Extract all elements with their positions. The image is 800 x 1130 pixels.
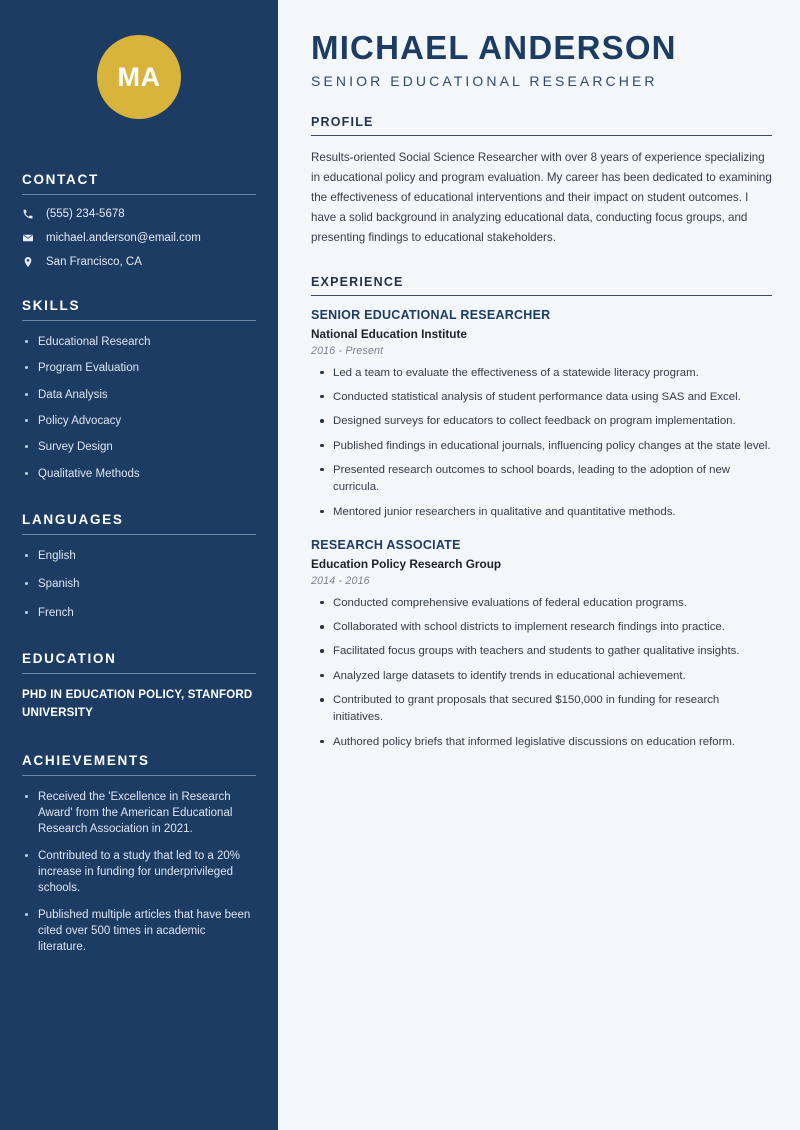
experience-bullet-list xyxy=(311,365,772,521)
contact-email-value: michael.anderson@email.com xyxy=(46,232,201,244)
list-item: Mentored junior researchers in qualitative and quantitative methods. xyxy=(311,504,772,521)
languages-list xyxy=(22,548,256,621)
list-item: English xyxy=(22,548,256,564)
experience-dates: 2014 - 2016 xyxy=(311,574,370,587)
map-pin-icon xyxy=(22,256,42,268)
avatar xyxy=(97,35,181,119)
list-item: Contributed to a study that led to a 20% increase in funding for underprivileged schools. xyxy=(22,848,256,897)
page-title: MICHAEL ANDERSON xyxy=(311,29,677,66)
achievements-section xyxy=(22,753,256,956)
list-item: Authored policy briefs that informed legislative discussions on education reform. xyxy=(311,734,772,751)
list-item: Designed surveys for educators to collect feedback on program implementation. xyxy=(311,413,772,430)
achievements-heading: ACHIEVEMENTS xyxy=(22,752,150,768)
profile-heading: PROFILE xyxy=(311,115,374,130)
list-item: Spanish xyxy=(22,576,256,592)
list-item: Survey Design xyxy=(22,439,256,455)
list-item: Data Analysis xyxy=(22,387,256,403)
contact-heading: CONTACT xyxy=(22,172,99,187)
education-divider xyxy=(22,673,256,674)
list-item: Policy Advocacy xyxy=(22,413,256,429)
profile-divider xyxy=(311,135,772,136)
skills-list xyxy=(22,334,256,482)
phone-icon xyxy=(22,208,42,220)
experience-title: RESEARCH ASSOCIATE xyxy=(311,537,461,552)
experience-entry xyxy=(311,308,772,521)
list-item: Conducted comprehensive evaluations of federal education programs. xyxy=(311,595,772,612)
experience-company: National Education Institute xyxy=(311,326,467,341)
list-item: French xyxy=(22,605,256,621)
profile-section xyxy=(311,115,772,248)
education-section xyxy=(22,651,256,723)
list-item: Received the 'Excellence in Research Award' from the American Educational Research Association in 2021. xyxy=(22,789,256,838)
list-item: Facilitated focus groups with teachers and students to gather qualitative insights. xyxy=(311,643,772,660)
sidebar xyxy=(0,0,278,1130)
contact-location-value: San Francisco, CA xyxy=(46,256,142,268)
main-content xyxy=(278,0,800,1130)
contact-section xyxy=(22,172,256,268)
skills-heading: SKILLS xyxy=(22,298,81,313)
avatar-initials: MA xyxy=(117,61,161,92)
education-heading: EDUCATION xyxy=(22,650,117,666)
list-item: Analyzed large datasets to identify trends in educational achievement. xyxy=(311,668,772,685)
list-item: Published multiple articles that have been cited over 500 times in academic literature. xyxy=(22,907,256,956)
list-item: Collaborated with school districts to implement research findings into practice. xyxy=(311,619,772,636)
list-item: Program Evaluation xyxy=(22,360,256,376)
education-degree: PHD IN EDUCATION POLICY, STANFORD UNIVERSITY xyxy=(22,688,253,719)
languages-section xyxy=(22,512,256,621)
experience-dates: 2016 - Present xyxy=(311,344,384,357)
experience-divider xyxy=(311,295,772,296)
contact-phone-row[interactable] xyxy=(22,208,256,220)
experience-section xyxy=(311,275,772,752)
experience-title: SENIOR EDUCATIONAL RESEARCHER xyxy=(311,307,551,322)
job-subtitle: SENIOR EDUCATIONAL RESEARCHER xyxy=(311,73,658,90)
experience-company: Education Policy Research Group xyxy=(311,556,502,571)
list-item: Conducted statistical analysis of student performance data using SAS and Excel. xyxy=(311,389,772,406)
achievements-divider xyxy=(22,775,256,776)
languages-divider xyxy=(22,534,256,535)
skills-section xyxy=(22,298,256,482)
contact-divider xyxy=(22,194,256,195)
list-item: Presented research outcomes to school boards, leading to the adoption of new curricula. xyxy=(311,462,772,497)
skills-divider xyxy=(22,320,256,321)
languages-heading: LANGUAGES xyxy=(22,511,124,527)
envelope-icon xyxy=(22,232,42,244)
avatar-wrapper xyxy=(22,0,256,119)
contact-phone-value: (555) 234-5678 xyxy=(46,208,125,220)
contact-location-row[interactable] xyxy=(22,256,256,268)
list-item: Qualitative Methods xyxy=(22,466,256,482)
list-item: Published findings in educational journals, influencing policy changes at the state level. xyxy=(311,438,772,455)
contact-email-row[interactable] xyxy=(22,232,256,244)
achievements-list xyxy=(22,789,256,956)
experience-entry xyxy=(311,538,772,751)
list-item: Led a team to evaluate the effectiveness of a statewide literacy program. xyxy=(311,365,772,382)
list-item: Contributed to grant proposals that secured $150,000 in funding for research initiatives. xyxy=(311,692,772,727)
list-item: Educational Research xyxy=(22,334,256,350)
experience-bullet-list xyxy=(311,595,772,751)
experience-heading: EXPERIENCE xyxy=(311,274,404,289)
profile-text: Results-oriented Social Science Researcher with over 8 years of experience specializing in educational policy and program evaluation. My career has been dedicated to examining the effectiveness of educational interventions and their impact on student outcomes. I have a solid background in analyzing educational data, conducting focus groups, and presenting findings to educational stakeholders. xyxy=(311,151,772,245)
